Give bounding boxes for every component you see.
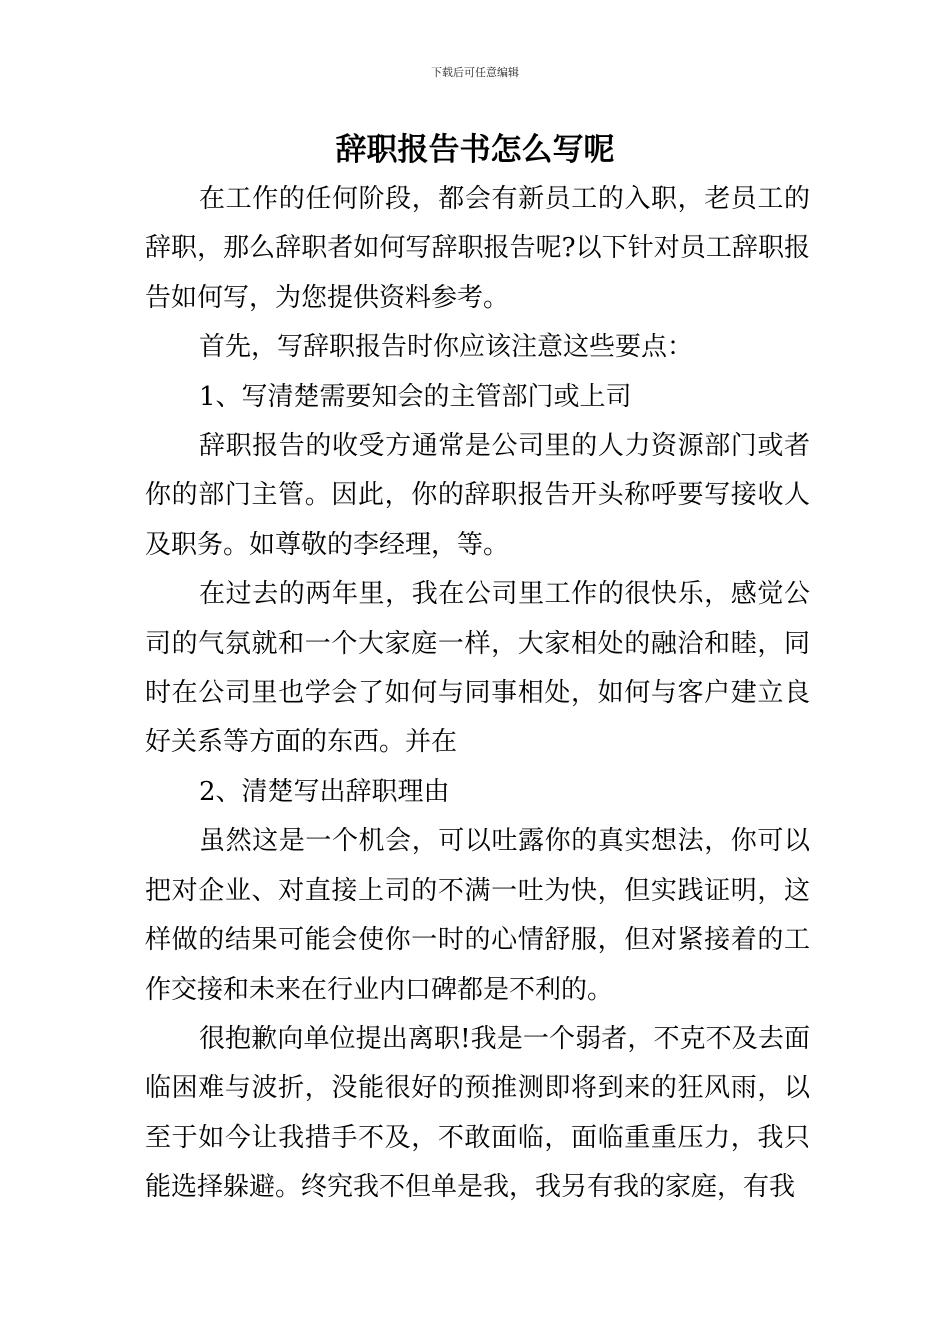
paragraph-example-1: 在过去的两年里，我在公司里工作的很快乐，感觉公司的气氛就和一个大家庭一样，大家相处的融洽和睦，同时在公司里也学会了如何与同事相处，如何与客户建立良好关系等方面的东西。并在 <box>145 579 810 758</box>
paragraph-reason-advice: 虽然这是一个机会，可以吐露你的真实想法，你可以把对企业、对直接上司的不满一吐为快，但实践证明，这样做的结果可能会使你一时的心情舒服，但对紧接着的工作交接和未来在行业内口碑都是不利的。 <box>145 826 810 1005</box>
document-body <box>145 175 810 1213</box>
section-heading-2: 2、清楚写出辞职理由 <box>199 776 450 807</box>
document-title: 辞职报告书怎么写呢 <box>335 132 615 168</box>
paragraph-key-points: 首先，写辞职报告时你应该注意这些要点： <box>199 332 694 363</box>
section-heading-1: 1、写清楚需要知会的主管部门或上司 <box>199 381 632 412</box>
paragraph-recipient: 辞职报告的收受方通常是公司里的人力资源部门或者你的部门主管。因此，你的辞职报告开头称呼要写接收人及职务。如尊敬的李经理，等。 <box>145 431 810 560</box>
paragraph-intro: 在工作的任何阶段，都会有新员工的入职，老员工的辞职，那么辞职者如何写辞职报告呢?以下针对员工辞职报告如何写，为您提供资料参考。 <box>145 184 810 313</box>
paragraph-example-2: 很抱歉向单位提出离职!我是一个弱者，不克不及去面临困难与波折，没能很好的预推测即将到来的狂风雨，以至于如今让我措手不及，不敢面临，面临重重压力，我只能选择躲避。终究我不但单是我，我另有我的家庭，有我 <box>145 1023 810 1203</box>
header-note: 下载后可任意编辑 <box>431 66 519 79</box>
